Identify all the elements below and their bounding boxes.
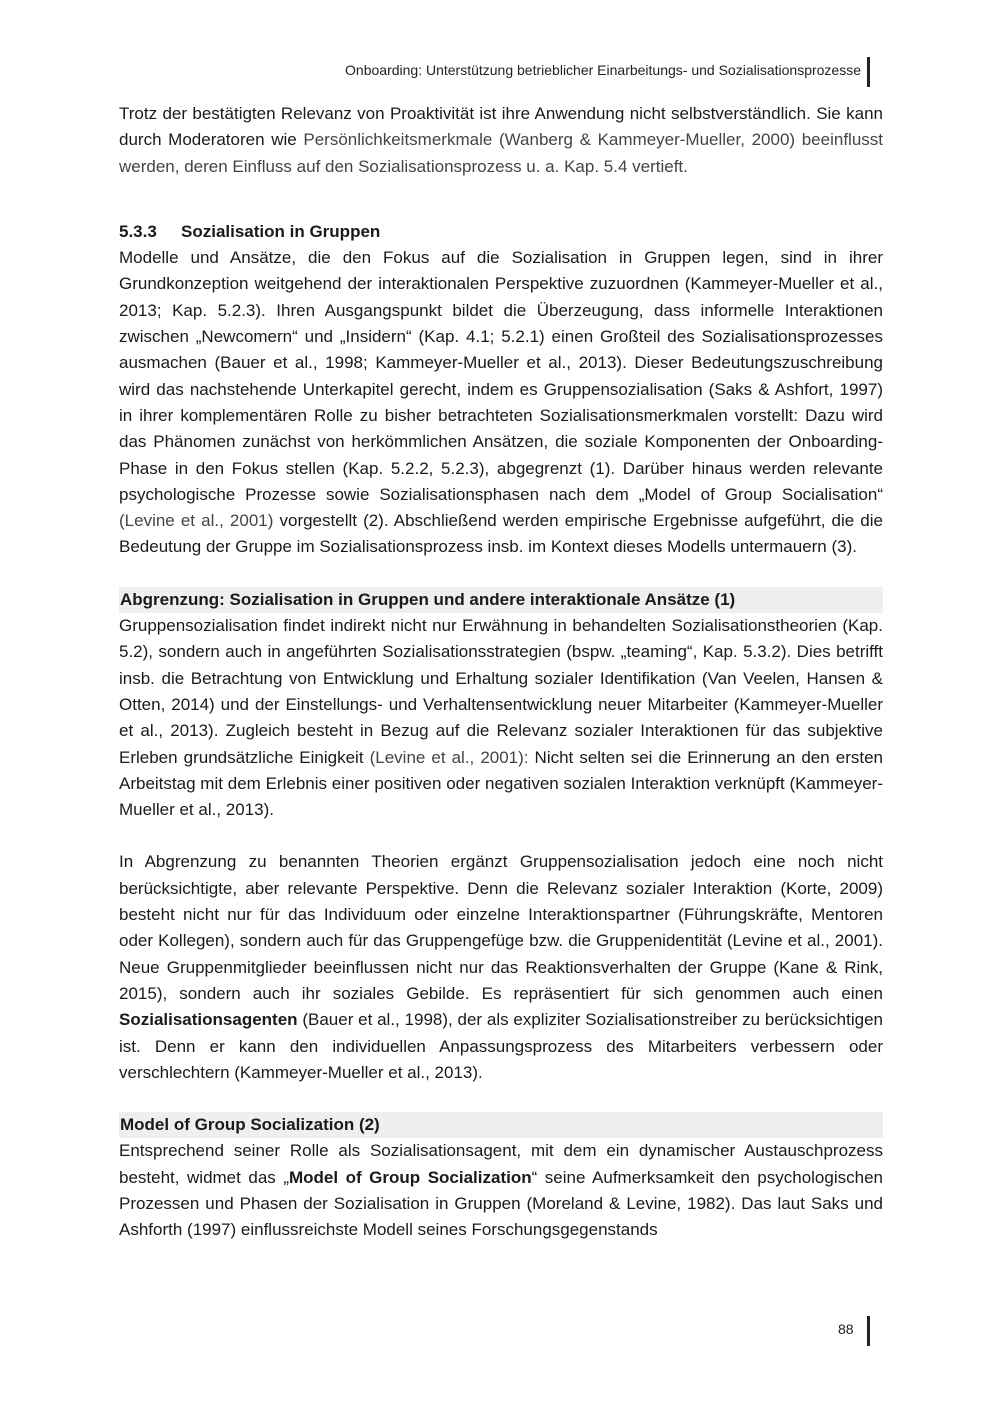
subheading-model: Model of Group Socialization (2) [119,1112,883,1138]
page-body [119,101,883,1244]
abgrenzung-p2-text-a: In Abgrenzung zu benannten Theorien ergänzt Gruppensozialisation jedoch eine noch nicht berücksichtigte, aber relevante Perspektive. Denn die Relevanz sozialer Interaktion (Korte, 2009) besteht nicht nur für das Individuum oder einzelne Interaktionspartner (Führungskräfte, Mentoren oder Kollegen), sondern auch für das Gruppengefüge bzw. die Gruppenidentität (Levine et al., 2001). Neue Gruppenmitglieder beeinflussen nicht nur das Reaktionsverhalten der Gruppe (Kane & Rink, 2015), sondern auch ihr soziales Gebilde. Es repräsentiert für sich genommen auch einen [119,852,883,1003]
term-model-of-group-socialization: Model of Group Socialization [288,1167,532,1187]
abgrenzung-paragraph-2 [119,849,883,1086]
paragraph-gap [119,823,883,849]
abgrenzung-citation: (Levine et al., 2001): [369,747,529,767]
section-text-a: Modelle und Ansätze, die den Fokus auf die Sozialisation in Gruppen legen, sind in ihrer Grundkonzeption weitgehend der interaktionalen Perspektive zuzuordnen (Kammeyer-Mueller et al., 2013; Kap. 5.2.3). Ihren Ausgangspunkt bildet die Überzeugung, dass informelle Interaktionen zwischen „Newcomern“ und „Insidern“ (Kap. 4.1; 5.2.1) einen Großteil des Sozialisationsprozesses ausmachen (Bauer et al., 1998; Kammeyer-Mueller et al., 2013). Dieser Bedeutungszuschreibung wird das nachstehende Unterkapitel gerecht, indem es Gruppensozialisation (Saks & Ashfort, 1997) in ihrer komplementären Rolle zu bisher betrachteten Sozialisationsmerkmalen vorstellt: Dazu wird das Phänomen zunächst von herkömmlichen Ansätzen, die soziale Komponenten der Onboarding-Phase in den Fokus stellen (Kap. 5.2.2, 5.2.3), abgegrenzt (1). Darüber hinaus werden relevante psychologische Prozesse sowie Sozialisationsphasen nach dem „Model of Group Socialisation“ [119,248,883,504]
abgrenzung-p2-text-b: (Bauer et al., 1998), der als expliziter Sozialisationstreiber zu berücksichtigen ist. Denn er kann den individuellen Anpassungsprozess des Mitarbeiters verbessern oder verschlechtern (Kammeyer-Mueller et al., 2013). [119,1010,883,1082]
model-text-a: Entsprechend seiner Rolle als Sozialisationsagent, mit dem ein dynamischer Austauschprozess besteht, widmet das „ [119,1141,883,1187]
subheading-abgrenzung: Abgrenzung: Sozialisation in Gruppen und andere interaktionale Ansätze (1) [119,587,883,613]
section-title: Sozialisation in Gruppen [181,221,381,241]
header-rule [867,57,870,87]
section-citation: (Levine et al., 2001) [119,511,274,531]
term-sozialisationsagenten: Sozialisationsagenten [119,1010,298,1030]
intro-citation: Persönlichkeitsmerkmale (Wanberg & Kammeyer-Mueller, 2000) beeinflusst werden, deren Einfluss auf den Sozialisationsprozess u. a. Kap. 5.4 vertieft. [119,130,883,176]
section-text-b: vorgestellt (2). Abschließend werden empirische Ergebnisse aufgeführt, die die Bedeutung der Gruppe im Sozialisationsprozess insb. im Kontext dieses Modells untermauern (3). [119,511,883,557]
model-paragraph [119,1138,883,1243]
intro-paragraph [119,101,883,180]
abgrenzung-paragraph-1 [119,613,883,823]
footer-rule [867,1316,870,1346]
model-text-b: “ seine Aufmerksamkeit den psychologischen Prozessen und Phasen der Sozialisation in Gruppen (Moreland & Levine, 1982). Das laut Saks und Ashforth (1997) einflussreichste Modell seines Forschungsgegenstands [119,1167,883,1240]
section-heading [119,219,883,245]
abgrenzung-text-a: Gruppensozialisation findet indirekt nicht nur Erwähnung in behandelten Sozialisationstheorien (Kap. 5.2), sondern auch in angeführten Sozialisationsstrategien (bspw. „teaming“, Kap. 5.3.2). Dies betrifft insb. die Betrachtung von Entwicklung und Erhaltung sozialer Identifikation (Van Veelen, Hansen & Otten, 2014) und der Einstellungs- und Verhaltensentwicklung neuer Mitarbeiter (Kammeyer-Mueller et al., 2013). Zugleich besteht in Bezug auf die Relevanz sozialer Interaktionen für das subjektive Erleben grundsätzliche Einigkeit [119,616,883,767]
page-number: 88 [838,1321,854,1337]
section-number: 5.3.3 [119,221,157,241]
intro-text: Trotz der bestätigten Relevanz von Proaktivität ist ihre Anwendung nicht selbstverständlich. Sie kann durch Moderatoren wie [119,104,883,150]
section-paragraph [119,245,883,561]
abgrenzung-text-b: Nicht selten sei die Erinnerung an den ersten Arbeitstag mit dem Erlebnis einer positiven oder negativen sozialen Interaktion verknüpft (Kammeyer-Mueller et al., 2013). [119,747,883,820]
running-header: Onboarding: Unterstützung betrieblicher Einarbeitungs- und Sozialisationsprozesse [345,62,861,78]
